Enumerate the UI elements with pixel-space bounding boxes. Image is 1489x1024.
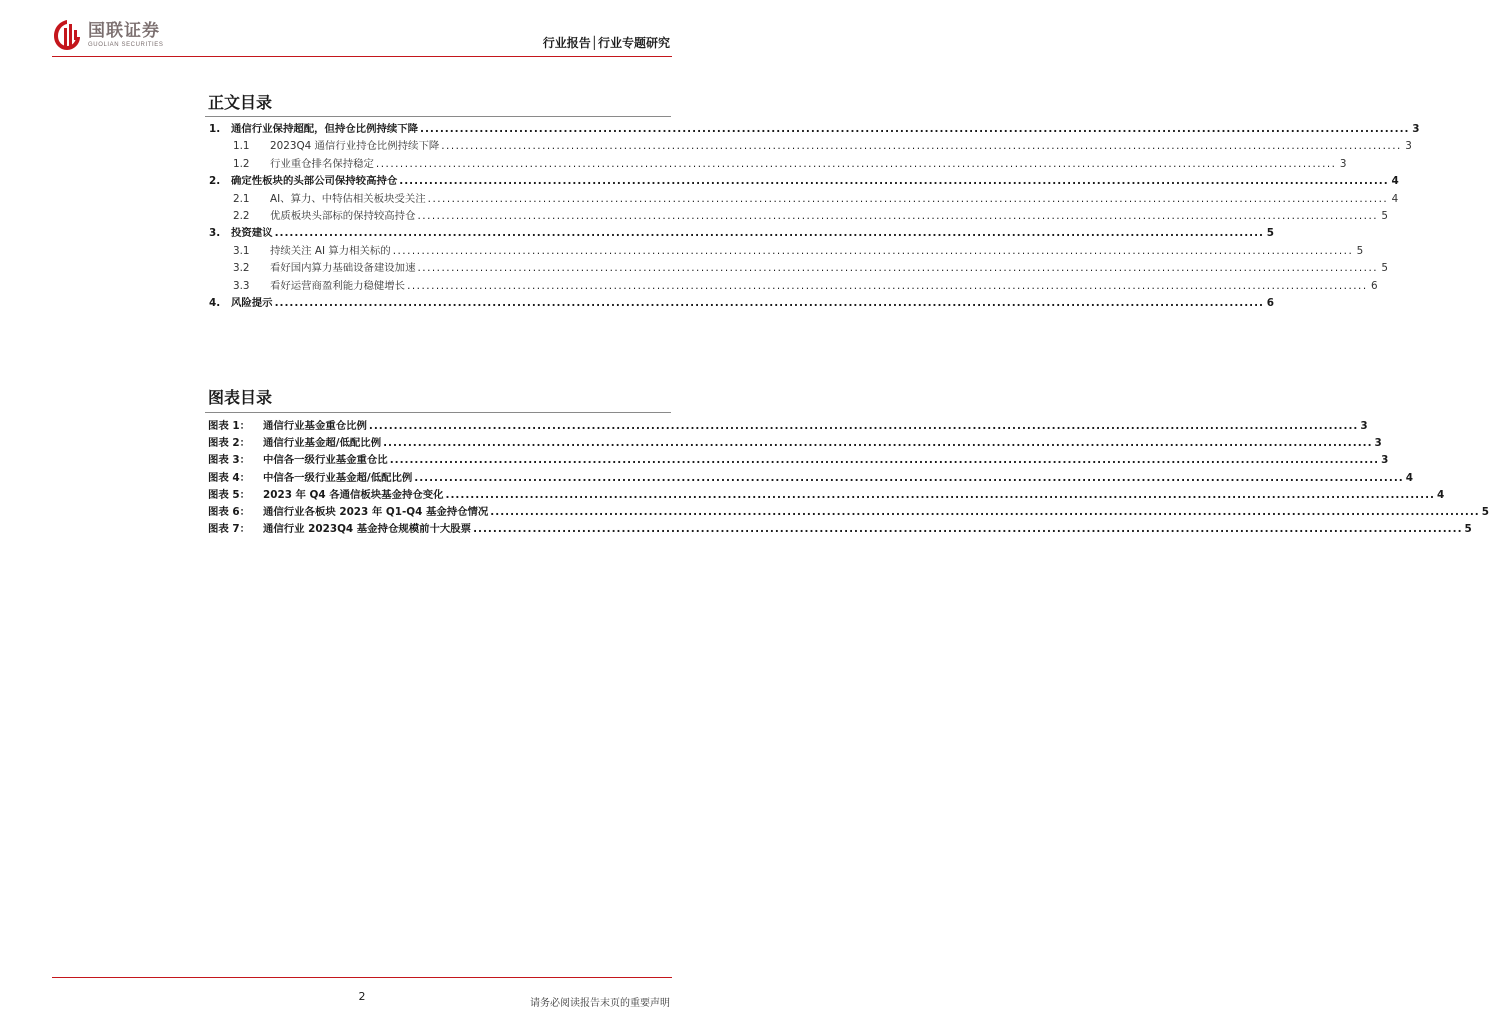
toc-entry-page: 5 [1381,209,1389,222]
toc-entry[interactable] [205,155,1347,172]
logo-chinese-name: 国联证券 [88,21,160,41]
toc-entry-page: 5 [1266,227,1275,240]
toc-entry-title: 行业重仓排名保持稳定 [270,157,374,170]
toc-entry-page: 4 [1391,175,1399,188]
company-logo [52,18,163,52]
figure-entry-label: 图表 1： [208,420,251,432]
figure-entry-page: 5 [1481,505,1489,518]
figure-entry-title: 通信行业基金重仓比例 [263,420,367,432]
toc-leader-dots: ........................................................................................................................................................................................................ [399,175,1389,188]
toc-entry-title: 看好运营商盈利能力稳健增长 [270,279,406,292]
logo-english-name: GUOLIAN SECURITIES [88,42,164,48]
figure-entry-page: 4 [1405,471,1413,484]
page-header [0,0,724,60]
figure-entry[interactable] [205,434,1382,451]
figure-entry-label: 图表 3： [208,454,251,467]
toc-entry-number: 2.2 [233,209,250,222]
toc-entry-number: 3. [209,227,221,240]
figure-leader-dots: ........................................................................................................................................................................................................ [383,437,1373,450]
toc-entry-number: 3.3 [233,279,250,292]
figure-leader-dots: ........................................................................................................................................................................................................ [473,523,1463,536]
toc-entry-title: 通信行业保持超配，但持仓比例持续下降 [231,123,419,135]
toc-entry[interactable] [205,207,1389,224]
figure-entry-label: 图表 4： [208,471,251,484]
toc-entry-title: 持续关注 AI 算力相关标的 [270,244,391,257]
report-type-label: 行业报告│行业专题研究 [542,36,670,50]
toc-entry[interactable] [205,137,1412,154]
toc-entry-number: 2. [209,175,221,188]
toc-leader-dots: ........................................................................................................................................................................................................ [441,140,1402,153]
toc-entry[interactable] [205,259,1389,276]
toc-entry-page: 3 [1412,123,1420,135]
figure-entry[interactable] [205,417,1368,434]
toc-entry-title: 确定性板块的头部公司保持较高持仓 [231,175,398,188]
toc-heading: 正文目录 [208,93,273,112]
toc-entry-page: 5 [1356,244,1364,257]
toc-entry-title: 2023Q4 通信行业持仓比例持续下降 [270,140,440,153]
disclaimer-note: 请务必阅读报告末页的重要声明 [530,998,670,1009]
toc-entry-number: 3.2 [233,262,250,275]
toc-entry-number: 3.1 [233,244,250,257]
figure-entry-label: 图表 7： [208,523,251,536]
toc-leader-dots: ........................................................................................................................................................................................................ [274,296,1265,309]
guolian-logo-icon [52,18,82,52]
figure-entry-label: 图表 6： [208,505,251,518]
figure-entry[interactable] [205,520,1472,537]
figures-heading: 图表目录 [208,388,273,407]
toc-entry-title: 看好国内算力基础设备建设加速 [270,262,416,275]
figure-leader-dots: ........................................................................................................................................................................................................ [389,454,1380,467]
toc-list [205,120,1420,311]
figure-entry-title: 通信行业基金超/低配比例 [263,437,382,450]
toc-leader-dots: ........................................................................................................................................................................................................ [427,192,1389,205]
toc-leader-dots: ........................................................................................................................................................................................................ [392,244,1354,257]
toc-entry-title: 投资建议 [231,227,273,240]
figure-entry-title: 通信行业 2023Q4 基金持仓规模前十大股票 [263,523,472,536]
toc-leader-dots: ........................................................................................................................................................................................................ [407,279,1368,292]
figure-leader-dots: ........................................................................................................................................................................................................ [368,420,1359,432]
figure-entry-label: 图表 2： [208,437,251,450]
toc-entry-title: 优质板块头部标的保持较高持仓 [270,209,416,222]
toc-leader-dots: ........................................................................................................................................................................................................ [274,227,1265,240]
figure-entry[interactable] [205,451,1389,468]
toc-leader-dots: ........................................................................................................................................................................................................ [417,209,1379,222]
toc-entry-number: 1. [209,123,221,135]
figure-entry-page: 3 [1360,420,1368,432]
figures-heading-rule [205,412,671,413]
figure-entry-page: 5 [1464,523,1472,536]
toc-entry-title: 风险提示 [231,296,273,309]
toc-entry-page: 3 [1405,140,1412,153]
figure-entry-title: 中信各一级行业基金重仓比 [263,454,388,467]
figure-leader-dots: ........................................................................................................................................................................................................ [490,505,1480,518]
figure-entry-title: 通信行业各板块 2023 年 Q1-Q4 基金持仓情况 [263,505,489,518]
figure-entry-page: 4 [1436,488,1445,501]
figures-list [205,417,1489,537]
toc-entry-number: 4. [209,296,221,309]
figure-leader-dots: ........................................................................................................................................................................................................ [445,488,1435,501]
toc-entry[interactable] [205,277,1378,294]
toc-leader-dots: ........................................................................................................................................................................................................ [375,157,1337,170]
toc-heading-rule [205,116,671,117]
header-divider [52,56,672,57]
toc-entry-number: 1.2 [233,157,250,170]
toc-entry-page: 6 [1371,279,1378,292]
figure-entry-title: 中信各一级行业基金超/低配比例 [263,471,413,484]
toc-entry[interactable] [205,190,1399,207]
toc-entry-title: AI、算力、中特估相关板块受关注 [270,192,426,205]
figure-entry[interactable] [205,469,1413,486]
figure-entry-title: 2023 年 Q4 各通信板块基金持仓变化 [263,488,444,501]
toc-entry-page: 6 [1266,296,1275,309]
toc-entry[interactable] [205,242,1364,259]
toc-entry-number: 2.1 [233,192,250,205]
figure-entry[interactable] [205,486,1445,503]
toc-entry-page: 4 [1391,192,1399,205]
toc-leader-dots: ........................................................................................................................................................................................................ [417,262,1379,275]
footer-divider [52,977,672,978]
toc-entry-number: 1.1 [233,140,250,153]
toc-entry[interactable] [205,172,1399,189]
toc-entry[interactable] [205,224,1275,241]
page-number: 2 [358,990,366,1003]
toc-entry-page: 3 [1339,157,1347,170]
toc-entry[interactable] [205,294,1275,311]
toc-leader-dots: ........................................................................................................................................................................................................ [420,123,1410,135]
toc-entry-page: 5 [1381,262,1389,275]
figure-entry-label: 图表 5： [208,488,251,501]
figure-entry-page: 3 [1381,454,1389,467]
figure-leader-dots: ........................................................................................................................................................................................................ [414,471,1404,484]
figure-entry[interactable] [205,503,1489,520]
toc-entry[interactable] [205,120,1420,137]
figure-entry-page: 3 [1374,437,1382,450]
